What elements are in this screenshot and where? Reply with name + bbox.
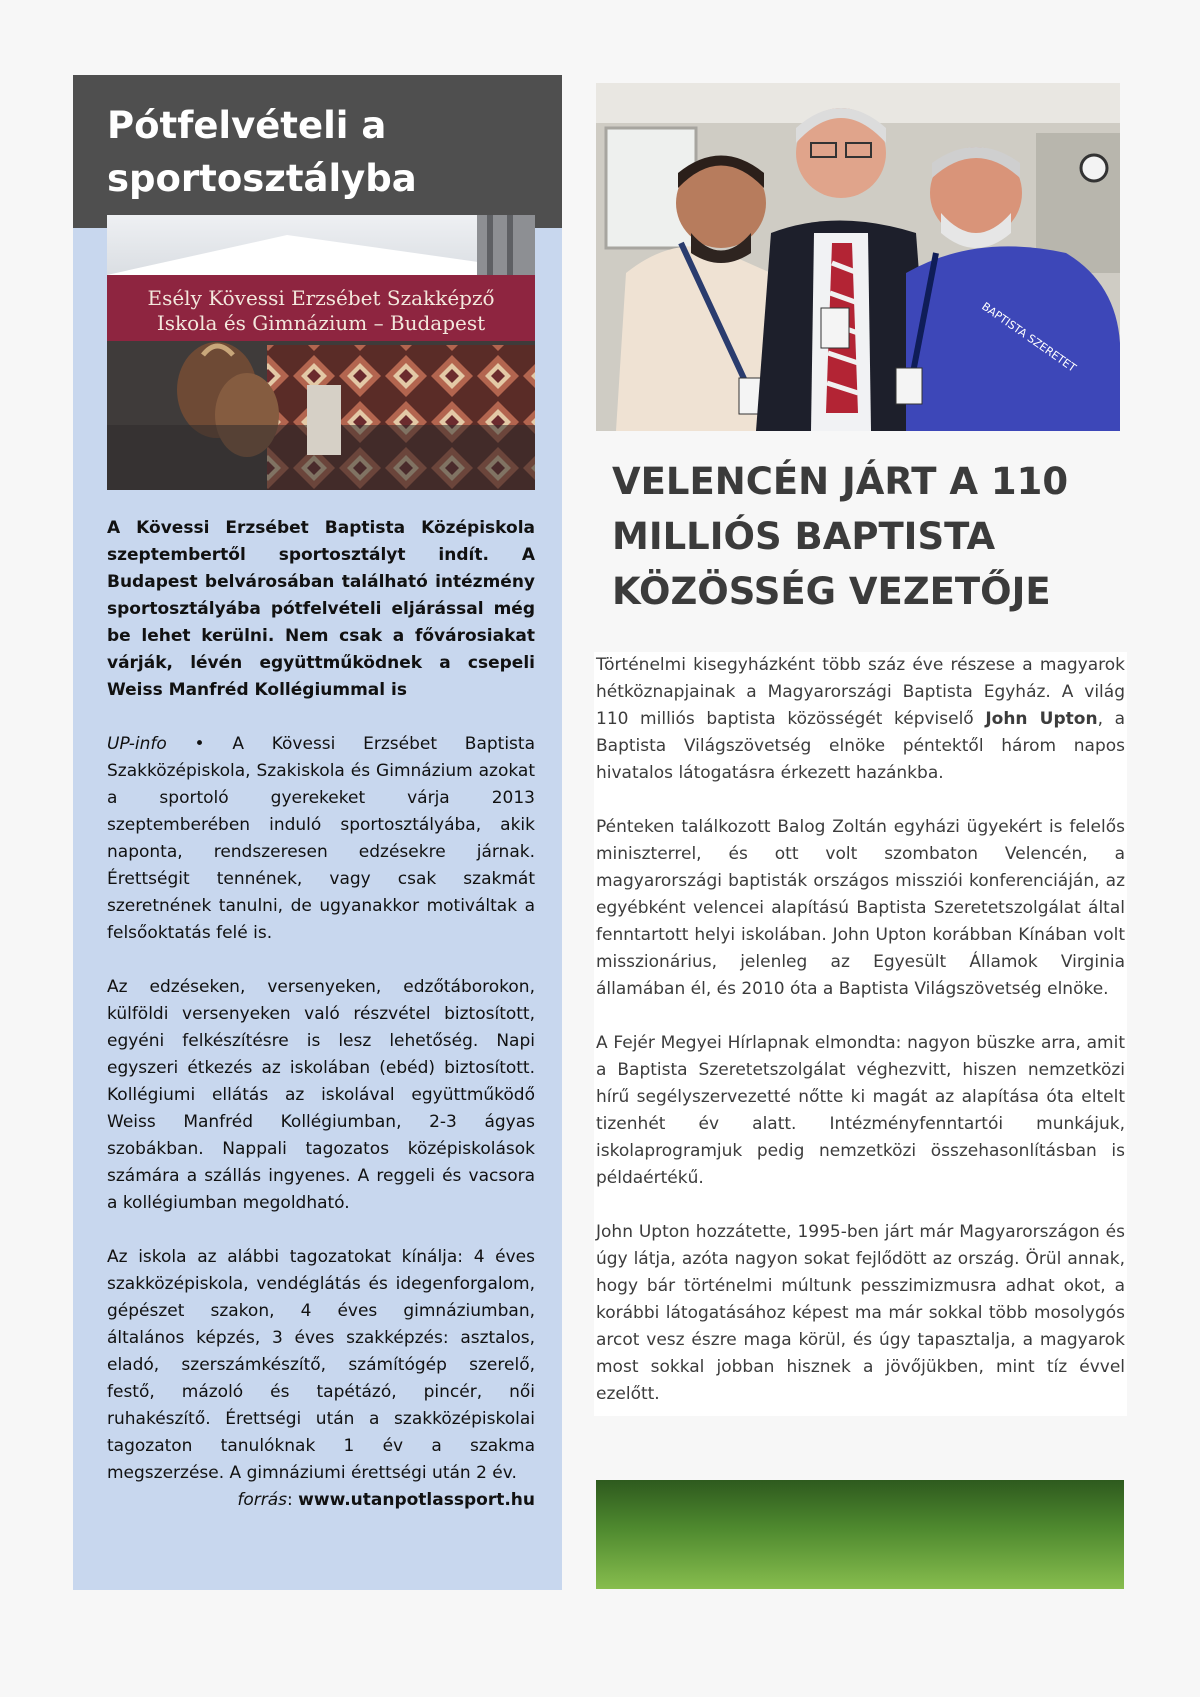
person-name: John Upton [985, 709, 1098, 729]
school-booth-photo [107, 215, 535, 490]
left-article-lead: A Kövessi Erzsébet Baptista Középiskola szeptembertől sportosztályt indít. A Budapest belvárosában található intézmény sportosztályába pótfelvételi eljárással még be lehet kerülni. Nem csak a fővárosiakat várják, lévén együttműködnek a csepeli Weiss Manfréd Kollégiummal is [107, 518, 535, 700]
left-article-paragraph-2: Az edzéseken, versenyeken, edzőtáborokon, külföldi versenyeken való részvétel biztosított, egyéni felkészítésre is lesz lehetőség. Napi egyszeri étkezés az iskolában (ebéd) biztosított. Kollégiumi ellátás az iskolával együttműködő Weiss Manfréd Kollégiumban, 2-3 ágyas szobákban. Nappali tagozatos középiskolások számára a szállás ingyenes. A reggeli és vacsora a kollégiumban megoldható. [107, 977, 535, 1213]
right-article-paragraph-2: Pénteken találkozott Balog Zoltán egyházi ügyekért is felelős miniszterrel, és ott volt szombaton Velencén, a magyarországi baptisták országos missziói konferenciáján, az egyébként velencei alapítású Baptista Szeretetszolgálat által fenntartott helyi iskolában. John Upton korábban Kínában volt misszionárius, jelenleg az Egyesült Államok Virginia államában él, és 2010 óta a Baptista Világszövetség elnöke. [596, 817, 1125, 999]
source-tag: UP-info [107, 734, 167, 754]
right-paragraph-1-part-a: Történelmi kisegyházként több száz éve részese a magyarok hétköznapjainak a Magyarországi Baptista Egyház. A világ 110 milliós baptista közösségét képviselő [596, 655, 1125, 729]
left-article-title: Pótfelvételi a sportosztályba [107, 104, 417, 200]
left-article-panel [73, 75, 562, 1590]
upton-group-photo [596, 83, 1120, 431]
right-article-paragraph-3: A Fejér Megyei Hírlapnak elmondta: nagyon büszke arra, amit a Baptista Szeretetszolgálat véghezvitt, hiszen nemzetközi hírű segélyszervezetté nőtte ki magát az alapítása óta eltelt tizenhét év alatt. Intézményfenntartói munkájuk, iskolaprogramjuk pedig nemzetközi összehasonlításban is példaértékű. [596, 1033, 1125, 1188]
three-men-illustration [596, 83, 1120, 431]
right-article-paragraph-4: John Upton hozzátette, 1995-ben járt már Magyarországon és úgy látja, azóta nagyon sokat fejlődött az ország. Örül annak, hogy bár történelmi múltunk pesszimizmusra adhat okot, a korábbi látogatásához képest ma már sokkal több mosolygós arcot vesz észre maga körül, és úgy tapasztalja, a magyarok most sokkal jobban hisznek a jövőjükben, mint tíz évvel ezelőtt. [596, 1222, 1125, 1404]
right-article-paragraph-1 [596, 652, 1125, 787]
right-article-body [594, 652, 1127, 1416]
left-article-body [107, 515, 535, 1514]
green-footer-bar [596, 1480, 1124, 1589]
left-paragraph-1-text: • A Kövessi Erzsébet Baptista Szakközépiskola, Szakiskola és Gimnázium azokat a sportoló gyerekeket várja 2013 szeptemberében induló sportosztályába, akik naponta, rendszeresen edzésekre járnak. Érettségit tennének, vagy csak szakmát szeretnének tanulni, de ugyanakkor motiváltak a felsőoktatás felé is. [107, 734, 535, 943]
left-article-paragraph-1 [107, 731, 535, 947]
source-link[interactable]: www.utanpotlassport.hu [298, 1490, 535, 1510]
banner-line-1: Esély Kövessi Erzsébet Szakképző [147, 286, 495, 310]
source-credit: forrás: www.utanpotlassport.hu [237, 1490, 535, 1510]
school-booth-illustration [107, 215, 535, 490]
left-article-paragraph-3: Az iskola az alábbi tagozatokat kínálja: 4 éves szakközépiskola, vendéglátás és idegenforgalom, gépészet szakon, 4 éves gimnáziumban, általános képzés, 3 éves szakképzés: asztalos, eladó, szerszámkészítő, számítógép szerelő, festő, mázoló és tapétázó, pincér, női ruhakészítő. Érettségi után a szakközépiskolai tagozaton tanulóknak 1 év a szakma megszerzése. A gimnáziumi érettségi után 2 év. [107, 1247, 535, 1483]
left-article-header [73, 75, 562, 228]
banner-line-2: Iskola és Gimnázium – Budapest [156, 311, 486, 335]
shirt-badge-text: BAPTISTA SZERETET [979, 299, 1079, 375]
right-article-title: VELENCÉN JÁRT A 110 MILLIÓS BAPTISTA KÖZÖSSÉG VEZETŐJE [612, 460, 1069, 613]
right-paragraph-1-part-b: , a Baptista Világszövetség elnöke péntektől három napos hivatalos látogatásra érkezett hazánkba. [596, 709, 1125, 783]
source-label: forrás [237, 1490, 288, 1510]
